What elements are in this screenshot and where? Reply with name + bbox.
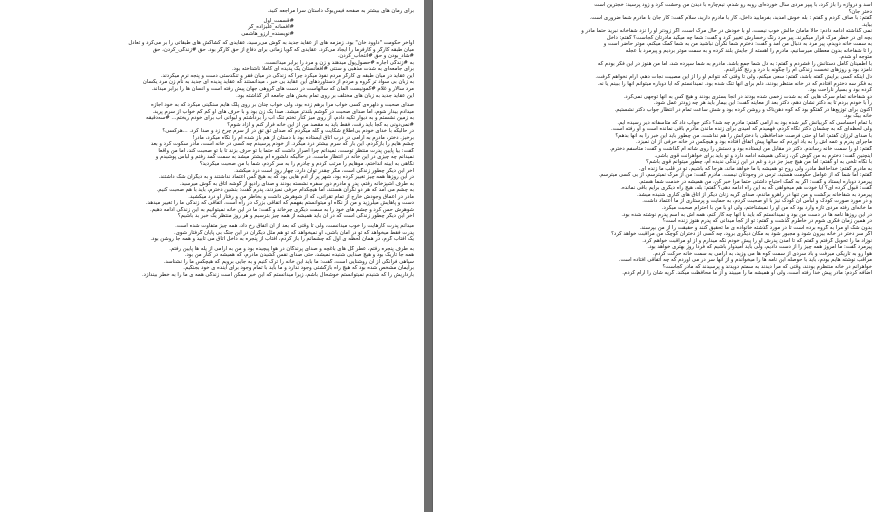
text-line: با تمام احساسی که گریبانش گیر شده بود به آرامی گفتم: مادرم چه شد؟ دکتر جواب داد که متاسفانه دیر رسیده ایم.	[617, 119, 872, 126]
text-line: به مادرم گفتم: خداحافظ مادر، ولی روح تو همیشه با ما خواهد ماند، هرجا که باشیم، تو در قلب ما زنده ای.	[638, 165, 872, 172]
text-line: پیرمرد به شفاخانه برگشت و من تنها در راهرو ماندم، صدای گریه زنان دیگر از اتاق های کناری شنیده میشد.	[636, 191, 872, 198]
text-line: نوزاد ما را تحویل گرفتم و گفتم که تا آمدن پدرش او را پیش خودم نگه میدارم و از او مراقبت خواهم کرد.	[642, 237, 872, 244]
text-line: نگاهی به آیینه انداختم، موهایم را مرتب کردم و چادرم را به سر کردم، شما با من صحبت میکردید؟	[199, 161, 414, 168]
text-line: اسد و دروازه را باز کرد، با پیپر مردی سال خورده‌ای روبه رو شدم، نیم‌چاره با دیدن من وحشت کرد و زود پرسید: خجترین است	[594, 2, 872, 8]
text-line: را با خودم بردم تا به دکتر نشان دهم، دکتر بعد از معاینه گفت: این بیمار باید هر چه زودتر عمل شود.	[653, 100, 872, 107]
text-line: به طرف آشپزخانه رفتم، پدر و مادرم دور سفره نشسته بودند و صدای رادیو از گوشه اتاق به گوش میرسید.	[179, 180, 414, 187]
text-line: آخر این دیگر چطور زندگی است که در آن باید همیشه از همه چیز بترسیم و هر روز منتظر یک خبر بد باشیم؟	[177, 213, 414, 220]
document-page-left[interactable]	[0, 0, 424, 512]
text-line: گفت: قبول کرده ای؟ آیا خودت هم میخواهی که به این راه ادامه دهی؟ گفتم: بله، هیچ راه دیگری برایم باقی نمانده.	[620, 185, 872, 192]
text-line: اگر سر دختر در خانه بیرون شود و مجبور شود به مکان دیگری برود، چه کسی از دختران کوچک من مراقبت خواهد کرد؟	[611, 231, 872, 238]
text-line: شوهرش حس کرد و چشم های خود را به سمت دیگری چرخاند و گفت: ما در این خانه نمیتوانیم به این زندگی ادامه دهیم.	[150, 206, 414, 213]
text-line: بدون شک او مرا به گروه برده است تا در مورد گذشته خانواده ی ما تحقیق کنند و حقیقت را از من بپرسند.	[639, 224, 872, 231]
text-line: دل اینکه کسی برایش گفته باشد، گفتم: سعی میکنم، ولی تا وقتی که نتوانم او را از این مصیبت نجات دهم، آرام نخواهم گرفت.	[595, 74, 872, 81]
text-line: کرده بود و بسیار ناراحت بود.	[808, 87, 872, 94]
text-line: مراقب نوشته هایم بودم، باید با حوصله این نامه ها را میخواندم و از آنها سر در می آوردم که چه اتفاقی افتاده است.	[618, 257, 872, 264]
text-line: یک آفتاب گرم، در همان لحظه ی اول که چشمانم را باز کردم، آفتاب از پنجره به داخل اتاق می تابید و همه جا روشن بود.	[150, 236, 414, 243]
text-line: دست و پاهایش میلرزید و من از نگاه او میتوانستم بفهمم که اتفاقی بزرگ در راه است، اتفاقی که زندگی ما را تغییر میدهد.	[145, 200, 414, 207]
text-line: گفتم: او را سمت خانه رساندم. دکتر در مقابل من ایستاده بود و دستش را روی شانه ام گذاشت و گفت: متأسفم دخترم.	[609, 146, 872, 153]
text-line: برخیز. دختر، مادرم به آرامی در درب اتاق ایستاده بود با دستان از هم باز شده ام را نگاه میکرد، مادر!	[192, 134, 414, 141]
text-line: نمیدانم چه چیزی در این خانه در انتظار ماست. در حالیکه دلشوره ام بیشتر میشد به سمت کمد رفتم و لباس پوشیدم و	[155, 154, 414, 161]
text-line: با صدای لرزان گفتم: اما او حتی فرصت خداحافظی با دخترانش را هم نداشت، من چطور باید این خبر را به آنها بدهم؟	[615, 132, 872, 139]
text-line: و در مورد صورت کودک و لباس آن کودک نیز با او صحبت کردم، به حمایت و پرستاری از ما اعتماد داشت.	[642, 198, 872, 205]
text-line: مادر در اعماق وجودش خارج از تمام تقرانی، که از شوهرش داشت و بخاطر من و رفتار او درد میکشید.	[188, 193, 414, 200]
text-line: اواخر حکومت "داوود خان" بود. زمزمه های از عقاید جدید به گوش می‌رسید، عقایدی که کشاکش های طبقاتی را بر می‌کرد و تعادل	[128, 40, 414, 47]
text-line: اضافه کردم: مادر پیش خدا رفته است، ولی او همیشه ما را میبیند و از ما محافظت میکند. گریه شان را آرام کردم.	[622, 270, 872, 277]
text-line: دو شفاخانه تمام سرگ هایی که به شدت زخمی شده بودند در آنجا بستری بودند و هیچ کس به آنها توجهی نمی‌کرد.	[623, 93, 872, 100]
text-line: به طرف پنجره رفتم، عطر گل های باغچه و صدای پرندگان در هوا پیچیده بود و من به آرامی از پله ها پایین رفتم.	[169, 245, 414, 252]
text-line: برای رمان های بیشتر به صفحه فیس‌بوک داستان سرا مراجعه کنید.	[267, 8, 414, 14]
text-line: برایمان مشخص شده بود که هیچ راه بازگشتی وجود ندارد و ما باید با تمام وجود برای آینده ی خود بجنگیم.	[183, 265, 414, 272]
text-line: نامزد بود و روزهای نخست زندگی ام را چگونه با درد و رنج گذراندم.	[724, 67, 872, 74]
text-line: مرد سالار و غلام #کمونیست آلمان که سالهاست در دست های گروهی جهان پیش رفته است و انسان ها را برابر میداند.	[151, 86, 414, 93]
document-page-right[interactable]	[433, 0, 882, 512]
text-line: #نویسنده_آرزو_هاشمی	[241, 30, 294, 37]
text-line: در این روزها نامه ها در دست من بود و نمیدانستم که باید با آنها چه کار کنم، همه اش به اسم پدرم نوشته شده بود.	[621, 211, 872, 218]
text-line: میان طبقه کارگر و کارفرما را ایجاد می‌کرد. عقایدی که گویا زمانی برای دفاع از حق کارگر بود. حق #زندگی_کردن، حق	[152, 46, 414, 53]
text-line: برای جامعه‌ای به شدت مذهبی و سنتی #افغانستان یک پدیده ای کاملا ناشناخته بود.	[231, 66, 414, 73]
text-line: بیاید.	[861, 21, 872, 28]
text-line: به زبان بی سواد تر گروه و مردم از دستاوردهای این عقاید بی خبر ، میدانستند که عقاید پدیده ای جدید به نام زن مرد یکسان	[142, 79, 414, 86]
text-line: نمی گذاشته ادامه دادم: حالا مامان حالش خوب نیست، او با خودش در حال مرگ است، اگر زودتر او را نزد شفاخانه نبرید حتما مادر و	[581, 28, 872, 35]
text-line: دختر جان؟	[848, 8, 872, 15]
text-line: با اطمینان کامل دستانش را فشردم و گفتم: به دل شما جمع باشد. مادرم به شما سپرده شد، اما من هنوز در این فکر بودم که	[597, 60, 872, 67]
text-line: آخر این دیگر چطور زندگی است، مگر چقدر توان دارد، چهار روز است درد میکشد.	[234, 167, 414, 174]
text-line: ولی لحظه‌ای که به چشمان دکتر نگاه کردم، فهمیدم که امیدی برای زنده ماندن مادرم باقی نمانده است و او رفته است.	[611, 126, 872, 133]
text-line: پیرمرد گفت: ما امروز همه چیز را از دست دادیم، ولی باید امیدوار باشیم که فردا روز بهتری خواهد بود.	[647, 244, 872, 251]
page-gutter	[424, 0, 433, 512]
text-line: این عقاید در میان طبقه ی کارگر مردم نفوذ میکرد چرا که زندگی در میان فقر و تنگدستی دست و پنجه نرم میکردند.	[160, 72, 414, 79]
text-line: به سمت خانه دویدم، پیر مرد به دنبال من آمد و گفت: دخترم شما نگران نباشید من به شما کمک میکنم، موتر حاضر است و	[603, 41, 872, 48]
text-line: متوجه او شدم.	[839, 54, 872, 61]
text-line: را تا شفاخانه بدون معطلی میرسانیم، مادرم را آهسته از جایش بلند کرده و به سمت موتر بردیم و پیرمرد با عجله	[625, 47, 872, 54]
text-line: #افسانه_علیزاده_گر	[248, 24, 294, 31]
text-line: خانه بیگ بود.	[843, 113, 872, 120]
text-line: گفتم: با صاف کردم و گفتم : بله خوش آمدید، بفرمایید داخل، کار با مادرم دارید، سلام گفت: کار جان با مادرم شما ضروری است.	[589, 15, 872, 22]
text-line: هوا رو به تاریکی میرفت و باد سردی از سمت کوه ها می وزید، به آرامی به سمت خانه حرکت کردم.	[652, 250, 872, 257]
text-line: با نگاه تلخی به او گفتم: اما من هیچ چیز جز درد و غم در این زندگی ندیده ام، چطور میتوانم قوی باشم؟	[646, 159, 872, 166]
text-line: به #زندگی اجاره #حصول‌پول میدهند و زن و مرد را برابر میدانست.	[264, 59, 414, 66]
text-line: #قسمت_اول	[263, 17, 294, 24]
text-line: سپاهی فرانگی از آن روشنایی است، گفت: ما باید این خانه را ترک کنیم و به جایی برویم که هیچکس ما را نشناسد.	[163, 258, 414, 265]
text-line: #شاد_بودن و حق #انتخاب_کردن.	[337, 53, 414, 60]
text-line: پدرت فقط میخواهد که تو در امان باشی، او نمیخواهد که تو هم مثل دیگران در این جنگ بی پایان گرفتار شوی.	[174, 229, 414, 236]
text-line: ماجرای پدرم و عمه اش را به یاد آوردم که سالها پیش اتفاق افتاده بود و هیچکس در خانه حرفی از آن نمیزد.	[636, 139, 872, 146]
text-line: چشم هایم را بازکردم. این بار که سرم بیشتر درد میکرد. از خودم پرسیدم چه کسی در خانه است، مادر سکوت کرد و بعد	[150, 141, 414, 148]
text-line: گفت: بیا پایین پدرت منتظر توست، نمیدانم چرا اصرار داشت که حتما با تو حرف بزند تا با تو صحبت کند، اما من واقعا	[158, 147, 414, 154]
text-line: در این روزها همه چیز تغییر کرده بود، شهر پر از آدم هایی بود که به هیچ کس اعتماد نداشتند و به دیگران شک داشتند.	[158, 174, 414, 181]
text-line: میدادم بیدار شوم، اما صدای صحبت در گوشم بلندتر میشد. صدا یک زن بود و با حرف های او کم کم خواب از سرم پرید.	[152, 108, 414, 115]
text-line: ما خانه‌ای رفته مردی تازه وارد بود که من او را نمیشناختم، ولی او با من با احترام صحبت میکرد.	[661, 204, 872, 211]
text-line: بارداریش را که شنیدم نمیتوانستم خوشحال باشم، زیرا میدانستم که این خبر ممکن است زندگی همه ی ما را به خطر بیندازد.	[141, 271, 414, 278]
text-line: به فکر سه دخترم افتادم که در خانه منتظر بودند، دلم برای آنها تنگ شده بود. نمیدانستم که آیا دوباره میتوانم آنها را ببینم یا نه.	[597, 80, 872, 87]
text-line: صدای صحبت و دلهره‌ی کسی خواب مرا برهم زده بود، ولی خواب چنان بر روی پلک هایم سنگینی میکرد که به خود اجازه	[151, 102, 414, 109]
text-line: پیرمرد دوباره ایستاد و گفت: اگر به کمک احتیاج داشتی حتما مرا خبر کن، من همیشه در خدمت شما هستم.	[638, 178, 872, 185]
text-line: میدانم پدرت کارهایت را خوب میدانست، ولی تا وقتی که بعد از آن اتفاق رخ داد، همه چیز متفاوت شده است.	[175, 222, 414, 229]
text-line: #نمی‌دونی به کجا باید رفت، فقط باید به مقصد من از این خانه فرار کنم و آزاد شوم؟	[227, 121, 414, 128]
text-line: همه جا تاریک بود و هیچ صدایی شنیده نمیشد، حتی صدای نفس کشیدن مادرم، که همیشه در کنار من بود.	[184, 252, 414, 259]
text-line: به چشم می آمد که هر دو نگران هستند، اما هیچکدام حرفی نمیزدند، پدرم گفت: بنشین دخترم، باید با هم صحبت کنیم.	[156, 187, 414, 194]
text-line: در همین زمان فکری شوم در خاطرم گذشت و گفتم: تو از کجا میدانی که پدرم هنوز زنده است؟	[662, 218, 872, 225]
text-line: اکنون برای توزیع‌ها در گفتگو بود که کوه دهن‌ناک و روشن کرده بود و شش ساعت تمام در انتظار جواب دکتر نشستیم.	[614, 106, 872, 113]
text-line: خواهرانم در خانه منتظرم بودند، وقتی که مرا دیدند به سمتم دویدند و پرسیدند که مادر کجاست؟	[662, 263, 872, 270]
text-line: این عقاید جدید به زبان های مختلف بر روی تمام بخش های جامعه اثر گذاشته بود.	[236, 92, 414, 99]
text-line: به زمین نشستم و به دیوار تکیه دادم، از روی میز کنار تختم تنگ آب را برداشتم و لیوانی آب برای خودم ریختم... #سه‌دقیقه	[146, 115, 414, 122]
text-line: بچه ای در خطر مرگ قرار میگیرند. پیر مرد رنگ رخسارش تغییر کرد و گفت: شما چه میگید مادرتان کجاست؟ گفتم: داخل	[606, 34, 872, 41]
text-line: در حالیکه با خدای خودم بی‌اطلاع شکایت و گله میکردم که صدای تق تق در از سرم چرخ زد و صدا کرد. ...هرکسی؟	[162, 128, 414, 135]
text-line: اینچنین گفت: دخترم به من گوش کن، زندگی همیشه ادامه دارد و تو باید برای خواهرانت قوی باشی.	[654, 152, 872, 159]
text-line: گفتم: اما شما که از عوامل حکومت هستید، ترس در وجودتان نیست. مادرم گفت: من از مرگ نمیترسم، از بی کسی میترسم.	[598, 172, 872, 179]
